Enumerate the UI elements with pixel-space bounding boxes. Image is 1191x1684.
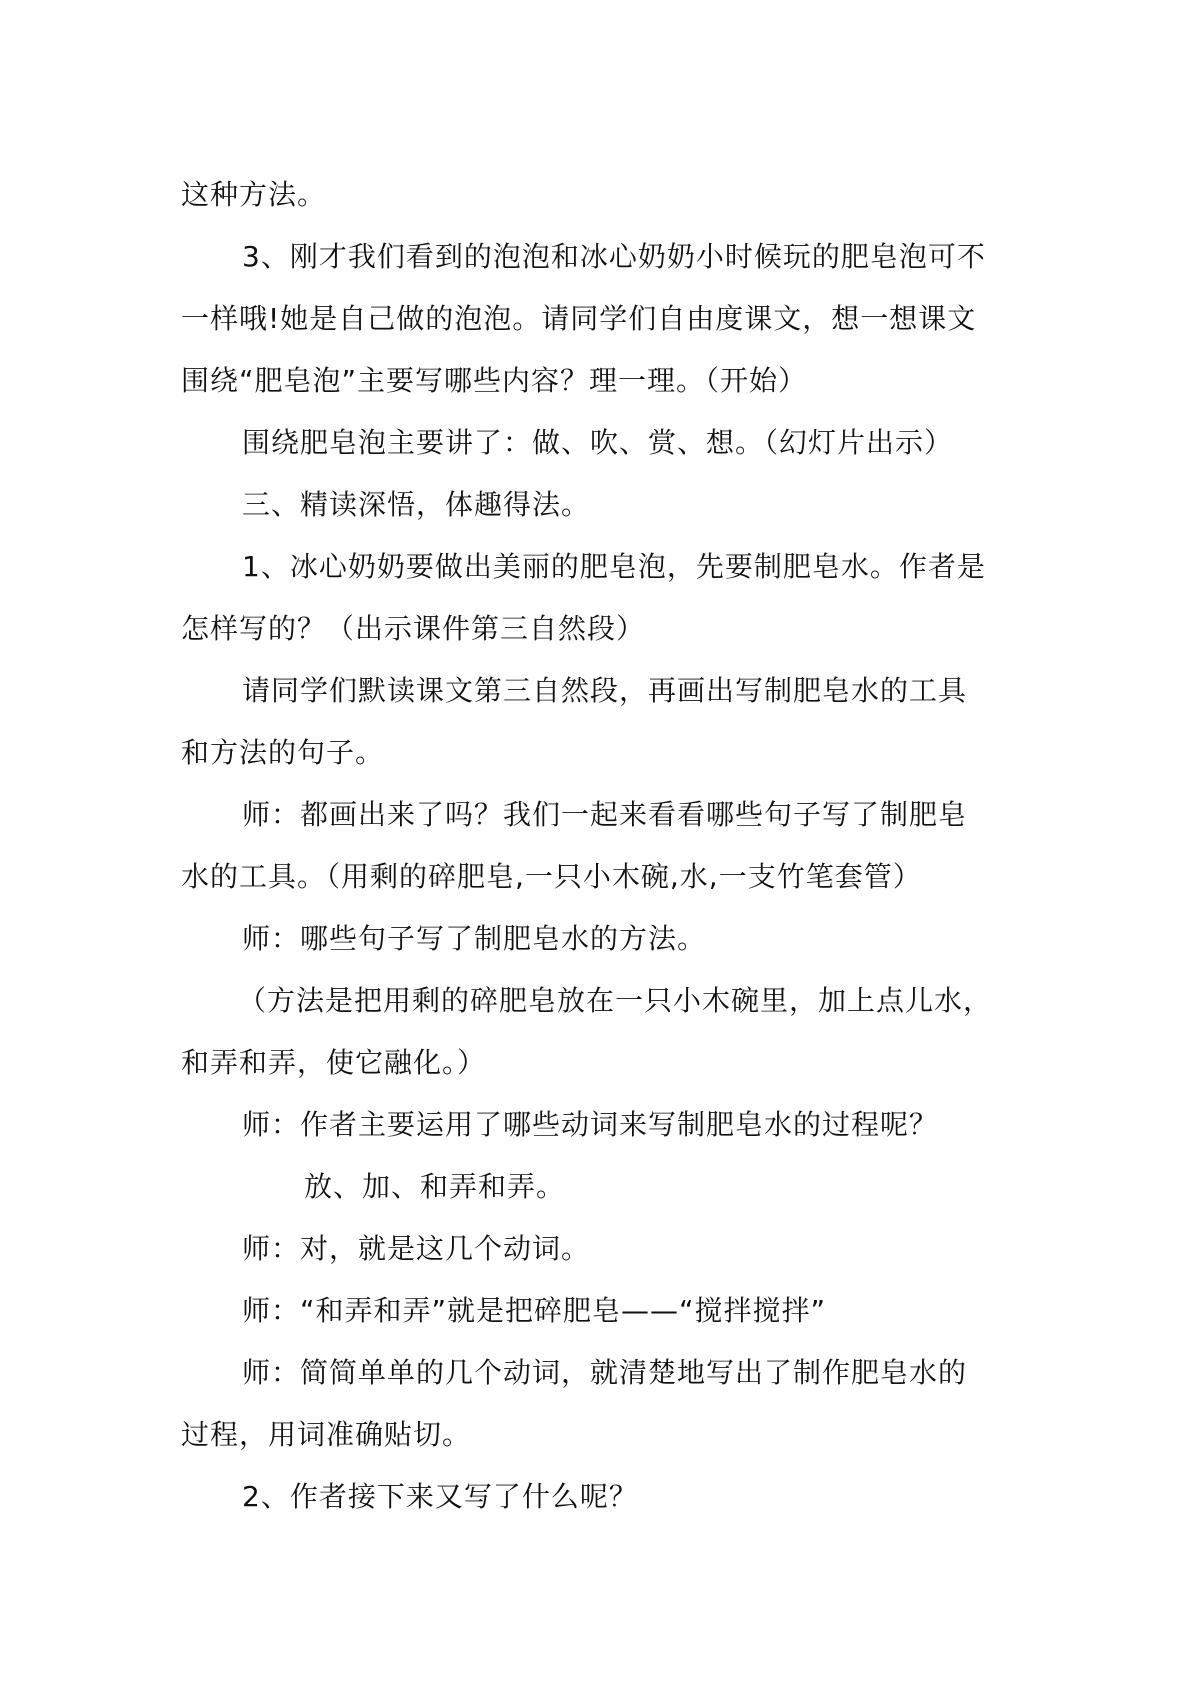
text-line: 请同学们默读课文第三自然段，再画出写制肥皂水的工具	[242, 674, 968, 707]
text-line: 一样哦!她是自己做的泡泡。请同学们自由度课文，想一想课文	[181, 302, 977, 335]
text-line: 围绕肥皂泡主要讲了：做、吹、赏、想。（幻灯片出示）	[242, 426, 954, 459]
text-line: 师：“和弄和弄”就是把碎肥皂——“搅拌搅拌”	[242, 1294, 827, 1327]
text-line: （方法是把用剩的碎肥皂放在一只小木碗里，加上点儿水，	[238, 984, 993, 1017]
text-line: 2、作者接下来又写了什么呢？	[242, 1480, 638, 1513]
text-line: 1、冰心奶奶要做出美丽的肥皂泡，先要制肥皂水。作者是	[242, 550, 986, 583]
text-line: 师：简简单单的几个动词，就清楚地写出了制作肥皂水的	[242, 1356, 968, 1389]
text-line: 3、刚才我们看到的泡泡和冰心奶奶小时候玩的肥皂泡可不	[242, 240, 986, 273]
text-line: 师：对，就是这几个动词。	[242, 1232, 591, 1265]
text-line: 水的工具。（用剩的碎肥皂,一只小木碗,水,一支竹笔套管）	[181, 860, 922, 893]
text-line: 和方法的句子。	[181, 736, 385, 769]
section-heading: 三、精读深悟，体趣得法。	[242, 488, 591, 521]
text-line: 这种方法。	[181, 178, 327, 211]
lesson-text	[181, 164, 1021, 1528]
text-line: 师：哪些句子写了制肥皂水的方法。	[242, 922, 707, 955]
text-line: 师：都画出来了吗？我们一起来看看哪些句子写了制肥皂	[242, 798, 968, 831]
text-line: 围绕“肥皂泡”主要写哪些内容？理一理。（开始）	[181, 364, 808, 397]
text-line: 怎样写的？（出示课件第三自然段）	[181, 612, 646, 645]
text-line: 和弄和弄，使它融化。）	[181, 1046, 487, 1079]
text-line: 放、加、和弄和弄。	[304, 1170, 566, 1203]
text-line: 过程，用词准确贴切。	[181, 1418, 472, 1451]
text-line: 师：作者主要运用了哪些动词来写制肥皂水的过程呢？	[242, 1108, 939, 1141]
